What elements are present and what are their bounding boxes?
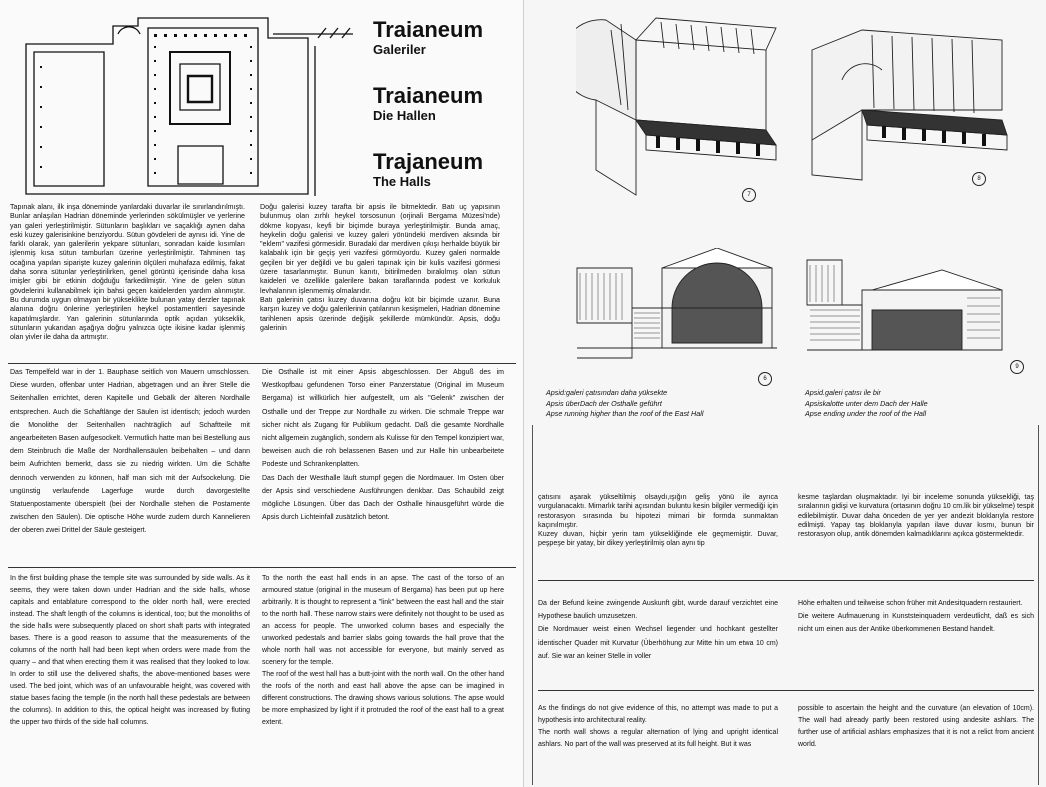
caption-line: Apsis überDach der Osthalle geführt (546, 398, 662, 408)
figure-number: 9 (1010, 360, 1024, 374)
title-german (373, 84, 483, 123)
turkish-text-col2: Doğu galerisi kuzey tarafta bir apsis ile bitmektedir. Batı uç yapısının bulunmuş olan zırhlı heykel torsosunun (orjinali Bergama Müzesi'nde) dökme kopyası, keyfi bir biçimde buraya yerleştirilmiştir. Bunda amaç, heykelin doğu galerisi ve kuzey galeri yönündeki merdiven aksında bir "eklem" vazifesi görmesidir. Buradaki dar merdiven çıkışı herhalde büyük bir kalabalık için bir geçiş yeri vazifesi görmüyordu. Kuzey galeri normalde geçilen bir yer değildi ve bu galeri tapınak için bir kulis vazifesi görmesi üzere tasarlanmıştır. Bunun kanıtı, bitirilmeden bırakılmış olan sütun kaideleri ve özellikle galerilere bakan taraflarında podest ve korkuluk levhalarının işlenmemiş olmalarıdır. Batı galerinin çatısı kuzey duvarına doğru küt bir biçimde uzanır. Buna karşın kuzey ve doğu galerilerinin çatılarının kesişmeleri, Hadrian dönemine tarihlenen apsis üzerinde değişik şekillerde mümkündür. Apsis, doğu galerinin (260, 203, 500, 332)
caption-line: Apsid.galeri çatısı ile bir (805, 388, 881, 397)
divider-line (8, 567, 516, 568)
turkish-text-col1: çatısını aşarak yükseltilmiş olsaydı,ışığın geliş yönü ile ayrıca vurgulanacaktı. Mimarlık tarihi açısından buluntu kesin bilgiler vermediği için restorasyon sırasında bu hipotezi mimari bir formda sunmaktan kaçınılmıştır. Kuzey duvarı, hiçbir yerin tam yüksekliğinde ele geçmemiştir. Duvar, peşpeşe bir yatay, bir dikey yerleştirilmiş olan aynı tip (538, 493, 778, 548)
divider-line (538, 580, 1034, 581)
divider-line (8, 363, 516, 364)
figure-number: 7 (742, 188, 756, 202)
page-edge-line (532, 425, 533, 785)
german-text-col1: Das Tempelfeld war in der 1. Bauphase seitlich von Mauern umschlossen. Diese wurden, offenbar unter Hadrian, abgetragen und an ihrer Stelle die Seitenhallen errichtet, deren Kapitelle und Gebälk der älteren Nordhalle entsprechen. Auch die Schaftlänge der Säulen ist identisch; jedoch wurden die Monolithe der Seitenhallen nachträglich auf Schaftteile mit angearbeiteten Basen aufgesockelt. Vermutlich hatte man bei Bestellung aus dem Steinbruch die Maße der Nordhallensäulen beibehalten – und dann beim Aufrichten bemerkt, dass sie zu niedrig wirkten. Um die Schäfte dennoch verwenden zu können, half man sich mit der Aufsockelung. Die ungünstig verlaufende Lagerfuge wurde durch davorgestellte Statuenpostamente überspielt (bei der Nordhalle stehen die Postamente zwischen den Säulen). Die optische Höhe wurde zudem durch Kannelieren der oberen zwei Drittel der Säule gesteigert. (10, 369, 250, 535)
title-sub: Galeriler (373, 42, 426, 57)
caption-line: Apsiskalotte unter dem Dach der Halle (805, 398, 928, 408)
title-main: Traianeum (373, 17, 484, 42)
page-edge-line (1038, 425, 1039, 785)
title-turkish (373, 18, 483, 57)
caption-line: Apsid:galeri çatısından daha yüksekte (546, 388, 668, 397)
title-sub: The Halls (373, 174, 431, 189)
english-text-col1: In the first building phase the temple site was surrounded by side walls. As it seems, they were taken down under Hadrian and the side halls, whose capitals and entablature correspond to the older north hall, were erected instead. The shaft length of the columns is identical, too; but the monoliths of the side halls were subsequently placed on short shaft parts with integrated bases. There is a good reason to assume that the measurements of the columns of the north hall had been kept when orders were made from the quarry – and that when erecting them it was realised that they looked to low. In order to still use the delivered shafts, the above-mentioned bases were used. The bed joint, which was of an unfavourable height, was covered with statue bases facing the temple (in the north hall these pedestals are between the columns). In addition to this, the optical height was increased by fluting the upper two thirds of the side hall columns. (10, 575, 250, 726)
caption-line: Apse ending under the roof of the Hall (805, 409, 927, 418)
english-text-col2: possible to ascertain the height and the curvature (an elevation of 10cm). The wall had already partly been restored using andesite ashlars. The further use of artificial ashlars emphasizes that it is not a relict from ancient world. (798, 705, 1034, 748)
german-text-col2: Höhe erhalten und teilweise schon früher mit Andesitquadern restauriert. Die weitere Aufmauerung in Kunststeinquadern verdeutlicht, daß es sich nicht um einen aus der Antike überkommenen Bestand handelt. (798, 600, 1034, 634)
title-english (373, 150, 483, 189)
german-text-col1: Da der Befund keine zwingende Auskunft gibt, wurde darauf verzichtet eine Hypothese baulich umzusetzen. Die Nordmauer weist einen Wechsel liegender und hochkant gestellter identischer Quader mit Kurvatur (Überhöhung zur Mitte hin um etwa 10 cm) auf. Sie war an keiner Stelle in voller (538, 600, 778, 660)
title-main: Trajaneum (373, 149, 484, 174)
divider-line (538, 690, 1034, 691)
caption-line: Apse running higher than the roof of the East Hall (546, 409, 704, 418)
figure-number: 8 (972, 172, 986, 186)
right-page (523, 0, 1046, 787)
caption-apse-under-roof (805, 388, 928, 420)
title-main: Traianeum (373, 83, 484, 108)
figure-apse-under-roof-elevation (802, 250, 1012, 370)
caption-apse-higher (546, 388, 703, 420)
title-sub: Die Hallen (373, 108, 436, 123)
turkish-text-col2: kesme taşlardan oluşmaktadır. İyi bir inceleme sonunda yüksekliği, taş sıralarının gidişi ve kurvatura (ortasının doğru 10 cm.lik bir yükselme) tespit edilebilmiştir. Duvar daha önceden de yer yer andezit bloklarıyla restore edilmişti. Yapay taş bloklarıyla yapılan ilave duvar kısmı, bunun bir restorasyon olup, antik dönemden kalmadıklarını açıkca göstermektedir. (798, 493, 1034, 539)
figure-apse-higher-axonometric (576, 10, 786, 200)
site-plan-drawing (18, 6, 363, 198)
figure-apse-under-roof-axonometric (802, 10, 1012, 190)
turkish-text-col1: Tapınak alanı, ilk inşa döneminde yanlardaki duvarlar ile sınırlandırılmıştı. Bunlar anlaşılan Hadrian döneminde yerlerinden sökülmüşler ve yerlerine yan galeri yerleştirilmiştir. Sütunların başlıkları ve saçaklığı aynen daha eski kuzey galerisinkine benziyordu. Sütun gövdeleri de aynısı idi. Yine de farklı olarak, yan galerilerin yekpare sütunları, sonradan kaide kısımları işlenmiş kısa sütun tamburları üzerine yerleştirilmiştir. Tahminen taş ocağına yapılan siparişte kuzey galerinin ölçüleri muhafaza edilmiş, fakat daha sonra sütunlar yerleştirilirken, genel görüntü içerisinde daha kısa imişler gibi bir etkinin doğduğu farkedilmiştir. Yine de gelen sütun gövdelerini kullanabilmek için bahsi geçen kaidelerden yardım alınmıştır. Bu durumda uygun olmayan bir yükseklikte bulunan yatay derzler tapınak alanına doğru önlerine yerleştirilen heykel postamentleri sayesinde kapatılmışlardır. Yan galerinin sütunlarında optik açıdan yükseklik, sütunların yukarıdan aşağıya doğru yalnızca üçte ikisine kadar işlenmiş olan yivler ile daha da artmıştır. (10, 203, 245, 342)
english-text-col1: As the findings do not give evidence of this, no attempt was made to put a hypothesis into architectural reality. The north wall shows a regular alternation of lying and upright identical ashlars. No part of the wall was preserved at its full height. But it was (538, 705, 778, 748)
german-text-col2: Die Osthalle ist mit einer Apsis abgeschlossen. Der Abguß des im Westkopfbau gefundenen Torso einer Panzerstatue (Original im Museum Bergama) ist willkürlich hier aufgestellt, um als "Gelenk" zwischen der Osthalle und der Treppe zur Nordhalle zu wirken. Die schmale Treppe war sicher nicht als Zugang für Publikum gedacht. Daß die gesamte Nordhalle nicht allgemein zugänglich, sondern als Kulisse für den Tempel konzipiert war, beweisen auch die roh belassenen Basen und zur Halle hin unbearbeitete Podeste und Schrankenplatten. Das Dach der Westhalle läuft stumpf gegen die Nordmauer. Im Osten über der Apsis sind verschiedene Ausführungen denkbar. Das Schaubild zeigt mögliche Lösungen. Über das Dach der Osthalle hinausgeführt würde die Apsis durch Lichteinfall zusätzlich betont. (262, 369, 504, 522)
figure-number: 6 (758, 372, 772, 386)
figure-apse-higher-elevation (572, 248, 782, 383)
english-text-col2: To the north the east hall ends in an apse. The cast of the torso of an armoured statue (original in the museum of Bergama) has been put up here arbitrarily. It is thought to represent a "link" between the east hall and the stair to the north hall. These narrow stairs were definitely not thought to be used as an access for people. The unworked column bases and especially the unworked pedestals and barrier slabs going towards the hall prove that the whole north hall was not accessible for everyone, but mainly served as scenery for the temple. The roof of the west hall has a butt-joint with the north wall. On the other hand the roofs of the north and east hall above the apse can be imagined in different constructions. The drawing shows various solutions. The apse would be more emphasized by light if it protruded the roof of the east hall to a great extent. (262, 575, 504, 726)
